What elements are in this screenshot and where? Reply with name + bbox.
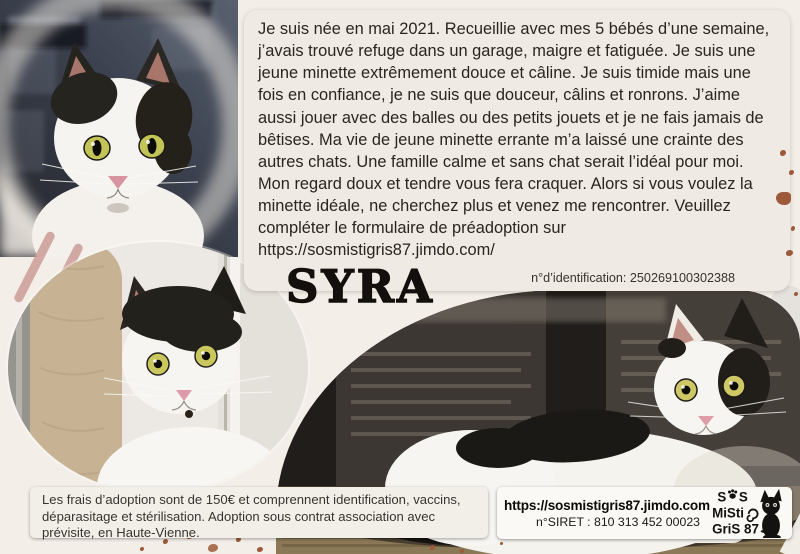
black-cat-icon (760, 489, 781, 538)
siret-number: n°SIRET : 810 313 452 00023 (536, 514, 700, 529)
identification-number: n°d’identification: 250269100302388 (531, 270, 735, 285)
paw-icon (728, 489, 737, 498)
description-text: Je suis née en mai 2021. Recueillie avec mes 5 bébés d’une semaine, j’avais trouvé refuge dans un garage, maigre et fatiguée. Je suis une jeune minette extrêmement douce et câline. Je suis timide mais une fois en confiance, je ne suis que douceur, câlins et ronrons. J’aime aussi jouer avec des balles ou des petits jouets et je ne fais jamais de bêtises. Ma vie de jeune minette errante m’a laissé une crainte des autres chats. Une famille calme et sans chat serait l’idéal pour moi. Mon regard doux et tendre vous fera craquer. Alors si vous voulez la minette idéale, ne cherchez plus et venez me rencontrer. Veuillez compléter le formulaire de préadoption sur https://sosmistigris87.jimdo.com/ (258, 20, 770, 260)
logo-letter-s: S (717, 489, 727, 505)
logo-line-gris87: GriS 87 (712, 521, 759, 537)
adoption-fee-box (30, 487, 488, 541)
spiral-icon (747, 509, 757, 521)
adoption-fee-text: Les frais d’adoption sont de 150€ et comprennent identification, vaccins, déparasitage et stérilisation. Adoption sous contrat association avec prévisite, en Haute-Vienne. (42, 492, 461, 541)
footer-contact-box (497, 487, 792, 539)
cat-photo-top-left (0, 0, 238, 257)
cat-portrait-illustration (0, 0, 238, 257)
website-url: https://sosmistigris87.jimdo.com (504, 497, 710, 513)
association-logo (701, 488, 791, 538)
cat-name-title: SYRA (286, 260, 435, 313)
footer-contact-text (504, 497, 710, 529)
logo-letter-s: S (738, 489, 748, 505)
logo-line-misti: MiSti (712, 505, 745, 521)
description-box (244, 10, 790, 291)
